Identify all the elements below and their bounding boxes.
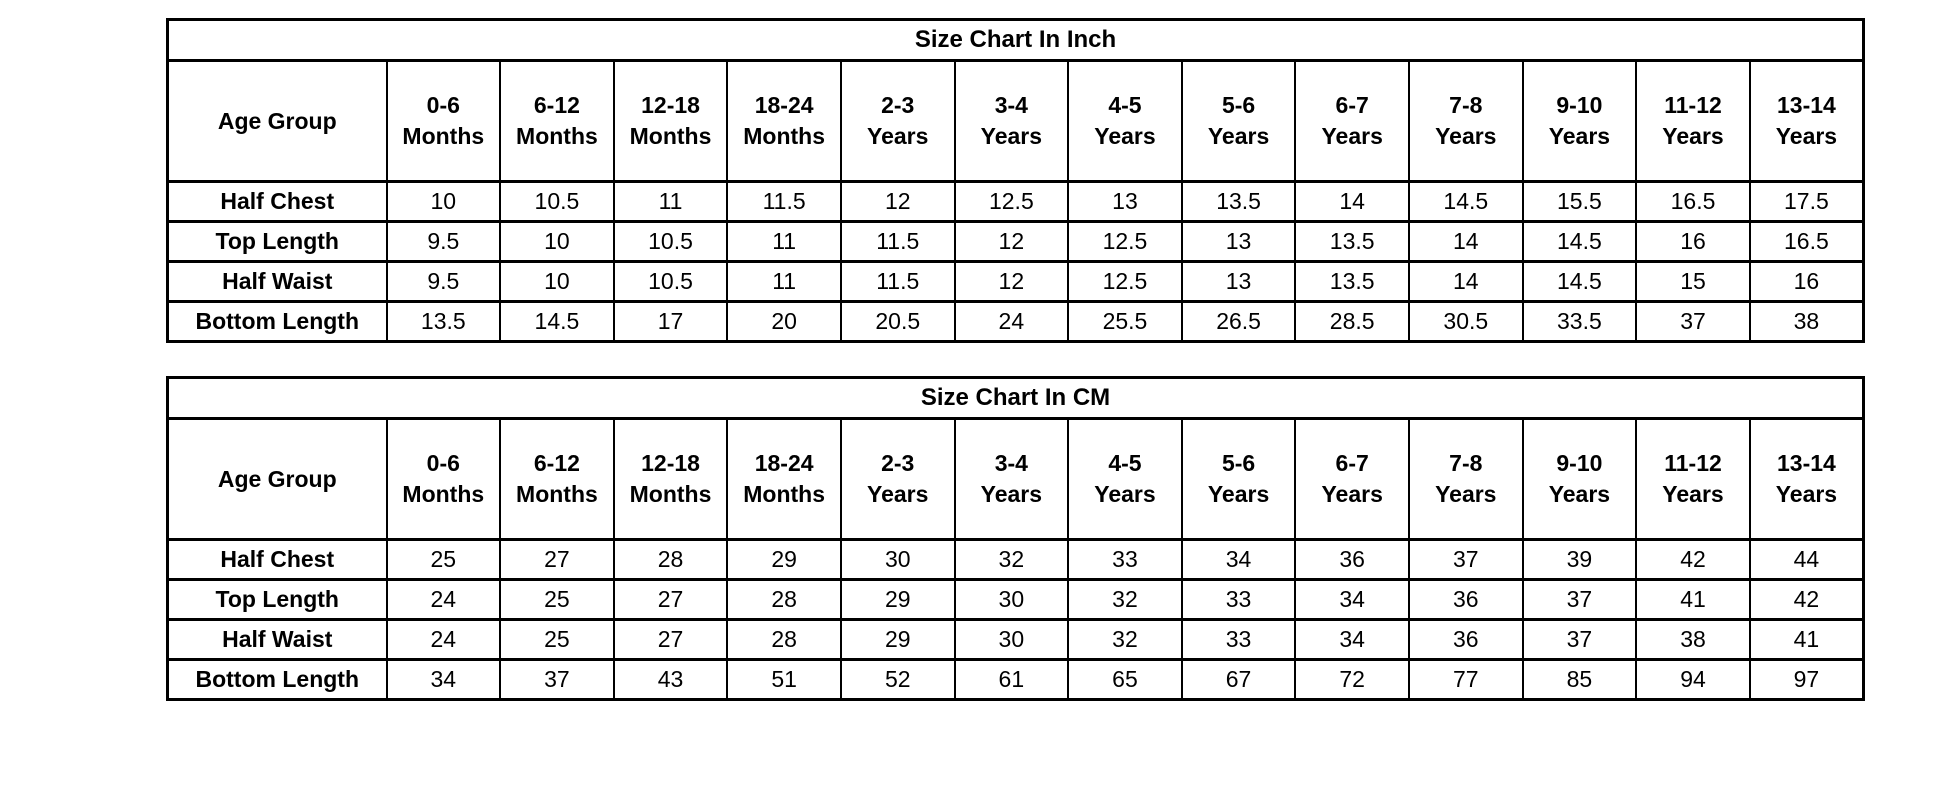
age-range-label: 4-5 [1108, 92, 1142, 118]
age-unit-label: Years [1662, 481, 1724, 507]
measurement-value: 61 [955, 660, 1069, 700]
age-unit-label: Years [1094, 123, 1156, 149]
measurement-value: 13.5 [387, 302, 501, 342]
measurement-value: 14.5 [1409, 182, 1523, 222]
measurement-value: 11.5 [727, 182, 841, 222]
age-range-label: 7-8 [1449, 92, 1483, 118]
measurement-label: Top Length [168, 580, 387, 620]
age-range-label: 5-6 [1221, 450, 1256, 476]
measurement-value: 27 [614, 580, 728, 620]
measurement-value: 34 [1182, 540, 1296, 580]
measurement-value: 37 [500, 660, 614, 700]
measurement-label: Half Chest [168, 182, 387, 222]
measurement-value: 11 [727, 262, 841, 302]
measurement-value: 27 [614, 620, 728, 660]
measurement-value: 24 [387, 620, 501, 660]
measurement-value: 15 [1636, 262, 1750, 302]
age-unit-label: Years [1775, 123, 1838, 149]
measurement-value: 28 [727, 620, 841, 660]
age-range-label: 18-24 [754, 450, 814, 476]
age-range-label: 5-6 [1221, 92, 1256, 118]
measurement-value: 9.5 [387, 262, 501, 302]
measurement-value: 33.5 [1523, 302, 1637, 342]
age-column-header [1636, 419, 1750, 540]
measurement-value: 15.5 [1523, 182, 1637, 222]
age-range-label: 6-12 [533, 450, 580, 476]
age-column-header [1523, 419, 1637, 540]
measurement-value: 77 [1409, 660, 1523, 700]
measurement-value: 16.5 [1750, 222, 1864, 262]
measurement-value: 37 [1409, 540, 1523, 580]
age-column-header [387, 419, 501, 540]
age-range-label: 11-12 [1664, 450, 1722, 476]
measurement-value: 38 [1750, 302, 1864, 342]
age-column-header [1182, 61, 1296, 182]
measurement-value: 11.5 [841, 262, 955, 302]
age-range-label: 12-18 [641, 450, 700, 476]
age-column-header [955, 419, 1069, 540]
measurement-value: 14 [1409, 262, 1523, 302]
age-range-label: 6-7 [1335, 450, 1369, 476]
age-column-header [1409, 419, 1523, 540]
age-range-label: 3-4 [994, 92, 1028, 118]
age-unit-label: Years [1662, 123, 1724, 149]
table-title: Size Chart In Inch [168, 20, 1864, 61]
age-unit-label: Years [1207, 481, 1270, 507]
measurement-value: 67 [1182, 660, 1296, 700]
age-unit-label: Months [743, 123, 826, 149]
measurement-value: 34 [1295, 620, 1409, 660]
measurement-value: 13.5 [1295, 262, 1409, 302]
measurement-value: 12 [955, 262, 1069, 302]
age-unit-label: Years [1775, 481, 1838, 507]
age-column-header [387, 61, 501, 182]
measurement-value: 12 [841, 182, 955, 222]
age-range-label: 6-7 [1335, 92, 1369, 118]
age-group-header: Age Group [168, 61, 387, 182]
measurement-value: 10.5 [500, 182, 614, 222]
age-column-header [1636, 61, 1750, 182]
age-range-label: 11-12 [1664, 92, 1722, 118]
measurement-row [168, 540, 1864, 580]
age-unit-label: Months [402, 123, 485, 149]
measurement-value: 39 [1523, 540, 1637, 580]
age-column-header [727, 419, 841, 540]
age-range-label: 18-24 [754, 92, 814, 118]
age-unit-label: Years [1548, 481, 1611, 507]
measurement-value: 41 [1750, 620, 1864, 660]
measurement-value: 97 [1750, 660, 1864, 700]
table-title: Size Chart In CM [168, 378, 1864, 419]
measurement-row [168, 620, 1864, 660]
measurement-value: 13 [1182, 222, 1296, 262]
size-chart-table-cm [166, 376, 1865, 701]
age-column-header [1750, 419, 1864, 540]
measurement-value: 38 [1636, 620, 1750, 660]
measurement-row [168, 660, 1864, 700]
age-unit-label: Months [516, 123, 598, 149]
measurement-value: 33 [1182, 620, 1296, 660]
measurement-value: 72 [1295, 660, 1409, 700]
age-column-header [1295, 419, 1409, 540]
measurement-value: 36 [1409, 620, 1523, 660]
age-unit-label: Years [1207, 123, 1270, 149]
age-group-header: Age Group [168, 419, 387, 540]
measurement-value: 28 [614, 540, 728, 580]
measurement-value: 13.5 [1295, 222, 1409, 262]
measurement-value: 10 [387, 182, 501, 222]
age-unit-label: Years [867, 481, 929, 507]
age-column-header [1295, 61, 1409, 182]
age-unit-label: Years [1548, 123, 1611, 149]
age-unit-label: Years [1435, 481, 1497, 507]
measurement-value: 13 [1182, 262, 1296, 302]
table-title-row [168, 378, 1864, 419]
measurement-value: 11 [727, 222, 841, 262]
measurement-value: 25 [387, 540, 501, 580]
age-column-header [1750, 61, 1864, 182]
age-range-label: 4-5 [1108, 450, 1142, 476]
age-column-header [1068, 61, 1182, 182]
measurement-value: 33 [1068, 540, 1182, 580]
age-unit-label: Years [1321, 481, 1383, 507]
measurement-value: 30 [841, 540, 955, 580]
measurement-value: 85 [1523, 660, 1637, 700]
age-column-header [500, 61, 614, 182]
age-range-label: 9-10 [1556, 92, 1603, 118]
measurement-value: 14 [1409, 222, 1523, 262]
age-unit-label: Months [629, 123, 712, 149]
measurement-label: Top Length [168, 222, 387, 262]
measurement-value: 10.5 [614, 222, 728, 262]
age-column-header [1523, 61, 1637, 182]
measurement-value: 10.5 [614, 262, 728, 302]
measurement-row [168, 182, 1864, 222]
measurement-value: 51 [727, 660, 841, 700]
measurement-value: 13 [1068, 182, 1182, 222]
measurement-value: 14.5 [1523, 222, 1637, 262]
age-unit-label: Months [629, 481, 712, 507]
measurement-value: 29 [841, 620, 955, 660]
measurement-value: 43 [614, 660, 728, 700]
measurement-label: Bottom Length [168, 302, 387, 342]
age-unit-label: Months [516, 481, 598, 507]
measurement-value: 12.5 [1068, 262, 1182, 302]
measurement-value: 42 [1636, 540, 1750, 580]
measurement-value: 29 [841, 580, 955, 620]
age-column-header [500, 419, 614, 540]
measurement-value: 20 [727, 302, 841, 342]
age-range-label: 13-14 [1776, 450, 1836, 476]
measurement-value: 37 [1523, 580, 1637, 620]
age-column-header [1409, 61, 1523, 182]
measurement-value: 26.5 [1182, 302, 1296, 342]
measurement-label: Half Chest [168, 540, 387, 580]
age-column-header [1068, 419, 1182, 540]
measurement-value: 10 [500, 222, 614, 262]
measurement-row [168, 580, 1864, 620]
age-unit-label: Years [867, 123, 929, 149]
age-column-header [614, 61, 728, 182]
measurement-value: 34 [387, 660, 501, 700]
age-unit-label: Years [980, 481, 1043, 507]
measurement-value: 9.5 [387, 222, 501, 262]
age-range-label: 2-3 [881, 450, 915, 476]
measurement-value: 25 [500, 620, 614, 660]
measurement-value: 10 [500, 262, 614, 302]
measurement-value: 36 [1295, 540, 1409, 580]
size-chart-table-inch [166, 18, 1865, 343]
measurement-value: 28 [727, 580, 841, 620]
measurement-value: 12.5 [955, 182, 1069, 222]
measurement-value: 30 [955, 620, 1069, 660]
measurement-value: 11.5 [841, 222, 955, 262]
age-range-label: 2-3 [881, 92, 915, 118]
measurement-label: Half Waist [168, 262, 387, 302]
table-title-row [168, 20, 1864, 61]
size-chart-tables-container [166, 18, 1865, 734]
measurement-value: 37 [1523, 620, 1637, 660]
measurement-label: Half Waist [168, 620, 387, 660]
age-column-header [955, 61, 1069, 182]
measurement-value: 41 [1636, 580, 1750, 620]
measurement-value: 44 [1750, 540, 1864, 580]
measurement-value: 37 [1636, 302, 1750, 342]
measurement-value: 17 [614, 302, 728, 342]
age-column-header [614, 419, 728, 540]
measurement-value: 12 [955, 222, 1069, 262]
age-range-label: 9-10 [1556, 450, 1603, 476]
measurement-value: 30 [955, 580, 1069, 620]
measurement-value: 52 [841, 660, 955, 700]
age-range-label: 13-14 [1776, 92, 1836, 118]
measurement-value: 13.5 [1182, 182, 1296, 222]
measurement-value: 16 [1750, 262, 1864, 302]
measurement-value: 32 [1068, 580, 1182, 620]
measurement-value: 20.5 [841, 302, 955, 342]
age-unit-label: Months [402, 481, 485, 507]
age-unit-label: Months [743, 481, 826, 507]
measurement-value: 32 [955, 540, 1069, 580]
measurement-value: 28.5 [1295, 302, 1409, 342]
measurement-value: 16 [1636, 222, 1750, 262]
age-range-label: 6-12 [533, 92, 580, 118]
measurement-value: 14 [1295, 182, 1409, 222]
age-unit-label: Years [980, 123, 1043, 149]
measurement-value: 30.5 [1409, 302, 1523, 342]
age-column-header [841, 419, 955, 540]
age-range-label: 7-8 [1449, 450, 1483, 476]
measurement-value: 14.5 [500, 302, 614, 342]
measurement-label: Bottom Length [168, 660, 387, 700]
measurement-value: 34 [1295, 580, 1409, 620]
measurement-value: 42 [1750, 580, 1864, 620]
measurement-value: 33 [1182, 580, 1296, 620]
age-unit-label: Years [1435, 123, 1497, 149]
measurement-value: 25 [500, 580, 614, 620]
measurement-value: 27 [500, 540, 614, 580]
measurement-value: 16.5 [1636, 182, 1750, 222]
measurement-row [168, 262, 1864, 302]
measurement-value: 32 [1068, 620, 1182, 660]
age-unit-label: Years [1094, 481, 1156, 507]
measurement-value: 14.5 [1523, 262, 1637, 302]
age-column-header [727, 61, 841, 182]
measurement-value: 25.5 [1068, 302, 1182, 342]
measurement-value: 11 [614, 182, 728, 222]
age-range-label: 12-18 [641, 92, 700, 118]
measurement-value: 94 [1636, 660, 1750, 700]
age-range-label: 0-6 [426, 92, 460, 118]
measurement-row [168, 302, 1864, 342]
table-header-row [168, 61, 1864, 182]
age-column-header [841, 61, 955, 182]
measurement-value: 24 [955, 302, 1069, 342]
measurement-value: 29 [727, 540, 841, 580]
measurement-value: 24 [387, 580, 501, 620]
measurement-value: 17.5 [1750, 182, 1864, 222]
measurement-value: 65 [1068, 660, 1182, 700]
age-range-label: 0-6 [426, 450, 460, 476]
measurement-value: 36 [1409, 580, 1523, 620]
age-unit-label: Years [1321, 123, 1383, 149]
measurement-row [168, 222, 1864, 262]
age-column-header [1182, 419, 1296, 540]
measurement-value: 12.5 [1068, 222, 1182, 262]
table-header-row [168, 419, 1864, 540]
age-range-label: 3-4 [994, 450, 1028, 476]
